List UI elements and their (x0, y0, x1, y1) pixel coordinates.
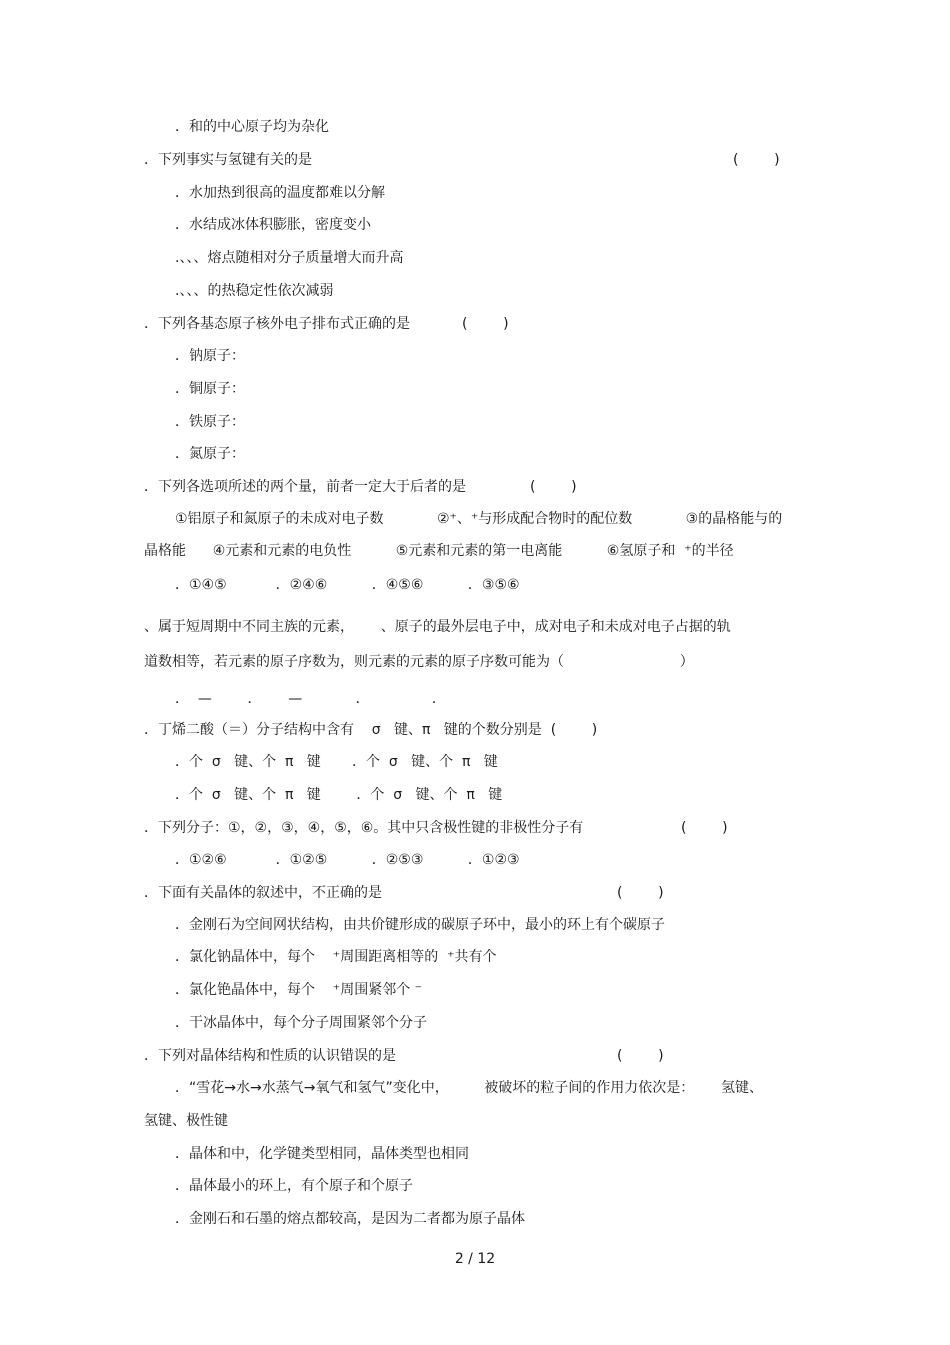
answer-paren: ( ) (462, 316, 509, 332)
question-line: ．下列事实与氢键有关的是 (144, 152, 312, 168)
option-line: ． — ． — ． ． (175, 691, 446, 707)
page-number: 2 / 12 (454, 1251, 496, 1267)
option-line: .、、、熔点随相对分子质量增大而升高 (175, 250, 404, 266)
option-line: ．金刚石和石墨的熔点都较高，是因为二者都为原子晶体 (175, 1211, 525, 1227)
option-line: ．个 σ 键、个 π 键 ．个 σ 键、个 π 键 (175, 787, 503, 803)
question-line: ．下列分子：①，②，③，④，⑤，⑥。其中只含极性键的非极性分子有 (144, 820, 584, 836)
option-line: ．“雪花→水→水蒸气→氧气和氢气”变化中， 被破坏的粒子间的作用力依次是： 氢键、 (175, 1080, 763, 1096)
option-line: ．钠原子： (175, 348, 245, 364)
question-line: ．下列各基态原子核外电子排布式正确的是 (144, 316, 410, 332)
option-line: ．氯化铯晶体中，每个 ⁺周围紧邻个 ⁻ (175, 982, 423, 998)
option-line: ．晶体和中，化学键类型相同，晶体类型也相同 (175, 1146, 469, 1162)
question-line: 氢键、极性键 (144, 1113, 228, 1129)
answer-paren: ( ) (617, 885, 664, 901)
option-line: ．金刚石为空间网状结构，由共价键形成的碳原子环中，最小的环上有个碳原子 (175, 917, 665, 933)
option-line: ．氮原子： (175, 446, 245, 462)
option-line: ．和的中心原子均为杂化 (175, 119, 329, 135)
option-line: ．铜原子： (175, 381, 245, 397)
option-line: ．干冰晶体中，每个分子周围紧邻个分子 (175, 1015, 427, 1031)
answer-paren: ( ) (617, 1048, 664, 1064)
question-line: ．丁烯二酸（＝）分子结构中含有 σ 键、π 键的个数分别是 ( ) (144, 722, 598, 738)
option-line: ．个 σ 键、个 π 键 ．个 σ 键、个 π 键 (175, 754, 498, 770)
question-line: 晶格能 ④元素和元素的电负性 ⑤元素和元素的第一电离能 ⑥氢原子和 ⁺的半径 (144, 543, 734, 559)
answer-paren: ( ) (733, 152, 780, 168)
option-line: ．氯化钠晶体中，每个 ⁺周围距离相等的 ⁺共有个 (175, 949, 497, 965)
option-line: .、、、的热稳定性依次减弱 (175, 283, 334, 299)
option-line: ．铁原子： (175, 414, 245, 430)
option-line: ．①④⑤ ．②④⑥ ．④⑤⑥ ．③⑤⑥ (175, 577, 520, 593)
option-line: ．①②⑥ ．①②⑤ ．②⑤③ ．①②③ (175, 852, 520, 868)
answer-paren: ( ) (530, 479, 577, 495)
question-line: ．下列各选项所述的两个量，前者一定大于后者的是 (144, 479, 466, 495)
option-line: ．水加热到很高的温度都难以分解 (175, 185, 385, 201)
question-line: ．下面有关晶体的叙述中，不正确的是 (144, 885, 382, 901)
question-line: 道数相等，若元素的原子序数为，则元素的元素的原子序数可能为（ ） (144, 654, 694, 670)
option-line: ．水结成冰体积膨胀，密度变小 (175, 217, 371, 233)
option-line: ①铝原子和氮原子的未成对电子数 ②⁺、⁺与形成配合物时的配位数 ③的晶格能与的 (175, 511, 783, 527)
question-line: 、属于短周期中不同主族的元素， 、原子的最外层电子中，成对电子和未成对电子占据的轨 (144, 619, 731, 635)
answer-paren: ( ) (681, 820, 728, 836)
option-line: ．晶体最小的环上，有个原子和个原子 (175, 1178, 413, 1194)
question-line: ．下列对晶体结构和性质的认识错误的是 (144, 1048, 396, 1064)
